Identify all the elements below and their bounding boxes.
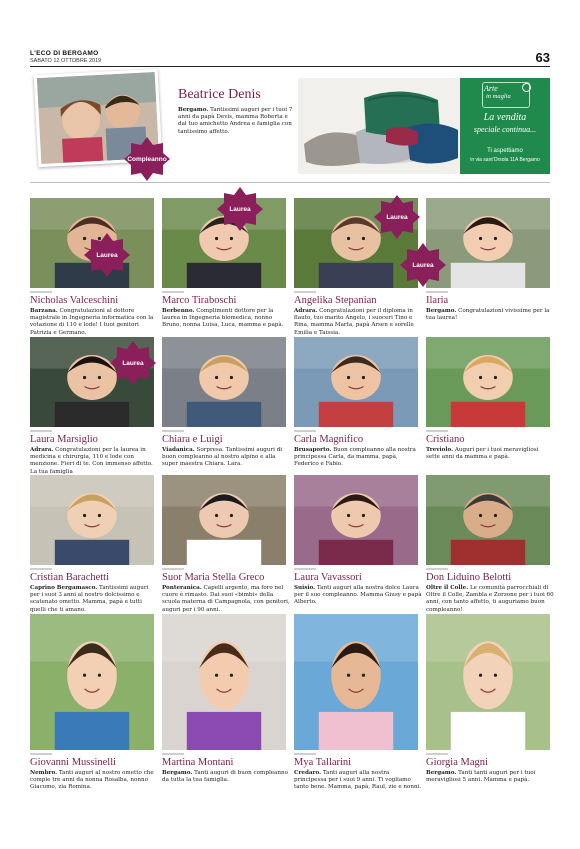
entry-text: Capelli argento, ma foro nel cuore è rimasto. Dai suoi «bimbi» della scuola materna di Campagnola, con genitori, auguri per i 90 anni.	[162, 585, 290, 613]
ad-headline-line2: speciale continua...	[473, 125, 537, 134]
laurea-badge	[84, 232, 130, 278]
entry-photo	[426, 337, 550, 427]
entry-name: Laura Marsiglio	[30, 434, 98, 445]
masthead: L'ECO DI BERGAMO	[30, 50, 99, 57]
entry-name: Cristiano	[426, 434, 465, 445]
entry-caption	[162, 770, 290, 784]
entry-photo	[162, 475, 286, 565]
ad-brand-line2: in maglia	[486, 93, 511, 100]
photo-credit-mark	[162, 291, 184, 293]
entry-name: Chiara e Luigi	[162, 434, 223, 445]
laurea-badge-label: Laurea	[386, 214, 408, 221]
ad-headline-line1: La vendita	[483, 112, 527, 123]
laurea-badge-label: Laurea	[122, 360, 144, 367]
photo-credit-mark	[294, 291, 316, 293]
entry-caption	[426, 447, 554, 461]
photo-credit-mark	[162, 430, 184, 432]
entry-caption	[30, 447, 158, 476]
svg-text:Compleanno: Compleanno	[127, 156, 167, 163]
entry-caption	[294, 585, 422, 607]
entry-caption	[426, 585, 554, 614]
entry-name: Martina Montani	[162, 757, 234, 768]
lamp-icon	[522, 83, 531, 92]
entry-photo	[294, 475, 418, 565]
compleanno-badge	[124, 136, 170, 182]
ad-photo	[298, 78, 460, 174]
entry-name: Angelika Stepanian	[294, 295, 377, 306]
photo-credit-mark	[294, 430, 316, 432]
entry-text: Tanti auguri di buon compleanno da tutta la tua famiglia.	[162, 770, 288, 784]
entry-name: Ilaria	[426, 295, 449, 306]
laurea-badge-label: Laurea	[412, 262, 434, 269]
entry-town: Caprino Bergamasco.	[30, 585, 98, 591]
feature-town: Bergamo.	[178, 107, 209, 113]
entry-text: Auguri per i tuoi meravigliosi sette anni da mamma e papà.	[426, 447, 539, 461]
laurea-badge-label: Laurea	[96, 252, 118, 259]
feature-text: Tantissimi auguri per i tuoi 7 anni da papà Devis, mamma Roberta e dal tuo amichetto Andrea e famiglia con tantissimo affetto.	[178, 107, 293, 135]
entry-text: Congratulazioni per la laurea in medicina e chirurgia, 110 e lode con menzione. Fieri di te. Con immenso affetto. La tua famiglia	[30, 447, 153, 475]
entry-name: Mya Tallarini	[294, 757, 352, 768]
entry-town: Adrara.	[30, 447, 54, 453]
entry-photo	[162, 614, 286, 750]
entry-town: Bergamo.	[162, 770, 193, 776]
entry-town: Brusaporto.	[294, 447, 332, 453]
entry-name: Suor Maria Stella Greco	[162, 572, 265, 583]
photo-credit-mark	[426, 430, 448, 432]
entry-name: Marco Tiraboschi	[162, 295, 237, 306]
entry-town: Barzana.	[30, 308, 58, 314]
photo-credit-mark	[162, 568, 184, 570]
photo-credit-mark	[426, 753, 448, 755]
entry-name: Don Liduino Belotti	[426, 572, 512, 583]
entry-town: Nembro.	[30, 770, 58, 776]
entry-text: Tanti auguri al nostro ometto che compie tre anni da nonna Rosalba, nonno Giacomo, zia Romina.	[30, 770, 154, 791]
entry-photo	[294, 337, 418, 427]
ad-sub-line2: in via sant'Orsola 11A Bergamo	[470, 157, 540, 163]
entry-caption	[30, 308, 158, 337]
entry-text: Tanti auguri alla nostra dolce Laura per il suo compleanno. Mamma Giusy e papà Alberto.	[294, 585, 422, 606]
entry-text: Le comunità parrocchiali di Oltre il Colle, Zambla e Zorzone per i tuoi 60 anni, con tanto affetto, ti auguriamo buon compleanno!	[426, 585, 554, 613]
entry-caption	[162, 447, 290, 469]
entry-town: Treviolo.	[426, 447, 454, 453]
entry-name: Nicholas Valceschini	[30, 295, 119, 306]
section-rule	[30, 182, 550, 183]
feature-caption	[178, 107, 296, 136]
entry-text: Tantissimi auguri per i suoi 3 anni al nostro dolcissimo e scatenato ometto. Mamma, papà e tutti quelli che ti amano.	[30, 585, 149, 613]
entry-town: Credaro.	[294, 770, 322, 776]
laurea-badge	[110, 340, 156, 386]
photo-credit-mark	[30, 291, 52, 293]
entry-name: Giovanni Mussinelli	[30, 757, 117, 768]
photo-credit-mark	[426, 568, 448, 570]
entry-caption	[162, 308, 290, 330]
entry-text: Congratulazioni vivissime per la tua laurea!	[426, 308, 550, 322]
photo-credit-mark	[30, 568, 52, 570]
entry-photo	[426, 475, 550, 565]
header-rule	[30, 66, 550, 67]
photo-credit-mark	[294, 568, 316, 570]
entry-caption	[294, 770, 422, 792]
entry-town: Oltre il Colle.	[426, 585, 469, 591]
photo-credit-mark	[30, 753, 52, 755]
advertisement[interactable]	[298, 78, 550, 174]
photo-credit-mark	[294, 753, 316, 755]
entry-town: Bergamo.	[426, 308, 457, 314]
entry-photo	[30, 475, 154, 565]
entry-name: Cristian Barachetti	[30, 572, 110, 583]
entry-caption	[30, 585, 158, 614]
entry-town: Suisio.	[294, 585, 316, 591]
laurea-badge	[400, 242, 446, 288]
entry-text: Congratulazioni al dottore magistrale in Ingegneria informatica con la votazione di 110 e lode! I tuoi genitori Patrizia e Germano.	[30, 308, 154, 336]
entry-name: Laura Vavassori	[294, 572, 362, 583]
ad-panel	[460, 78, 550, 174]
entry-photo	[294, 614, 418, 750]
entry-text: Sorpresa. Tantissimi auguri di buon compleanno al nostro alpino e alla super maestra Chiara. Lara.	[162, 447, 283, 468]
photo-credit-mark	[30, 430, 52, 432]
entry-town: Ponteranica.	[162, 585, 202, 591]
entry-photo	[162, 337, 286, 427]
entry-photo	[426, 614, 550, 750]
entry-photo	[30, 614, 154, 750]
entry-caption	[426, 770, 554, 784]
entry-text: Tanti auguri alla nostra principessa per i suoi 9 anni. Ti vogliamo tanto bene. Mamma, papà, Raul, zie e nonni.	[294, 770, 422, 791]
entry-text: Buon compleanno alla nostra principessa Carla, da mamma, papà, Federico e Fabio.	[294, 447, 416, 468]
entry-name: Carla Magnifico	[294, 434, 364, 445]
entry-town: Adrara.	[294, 308, 318, 314]
entry-text: Complimenti dottore per la laurea in Ingegneria biomedica, nonno Bruno, nonna Luisa, Luca, mamma e papà.	[162, 308, 284, 329]
photo-credit-mark	[162, 753, 184, 755]
entry-caption	[30, 770, 158, 792]
laurea-badge	[217, 186, 263, 232]
ad-sub-line1: Ti aspettiamo	[487, 148, 523, 154]
entry-name: Giorgia Magni	[426, 757, 488, 768]
entry-caption	[426, 308, 554, 322]
laurea-badge	[374, 194, 420, 240]
dateline: SABATO 12 OTTOBRE 2019	[30, 58, 102, 64]
entry-text: Congratulazioni per il diploma in flauto, tuo marito Angelo, i suoceri Tino e Rina, mamma Marta, papà Arsen e sorelle Emilia e Taissia.	[294, 308, 414, 336]
entry-caption	[294, 447, 422, 469]
entry-town: Viadanica.	[162, 447, 195, 453]
laurea-badge-label: Laurea	[229, 206, 251, 213]
entry-text: Tanti tanti auguri per i tuoi meravigliosi 5 anni. Mamma e papà.	[426, 770, 536, 784]
entry-caption	[294, 308, 422, 337]
ad-brand-line1: Arte	[484, 84, 498, 93]
entry-town: Bergamo.	[426, 770, 457, 776]
entry-caption	[162, 585, 290, 614]
photo-credit-mark	[426, 291, 448, 293]
entry-town: Berbenno.	[162, 308, 195, 314]
page-number: 63	[535, 50, 550, 65]
feature-name: Beatrice Denis	[178, 87, 261, 102]
